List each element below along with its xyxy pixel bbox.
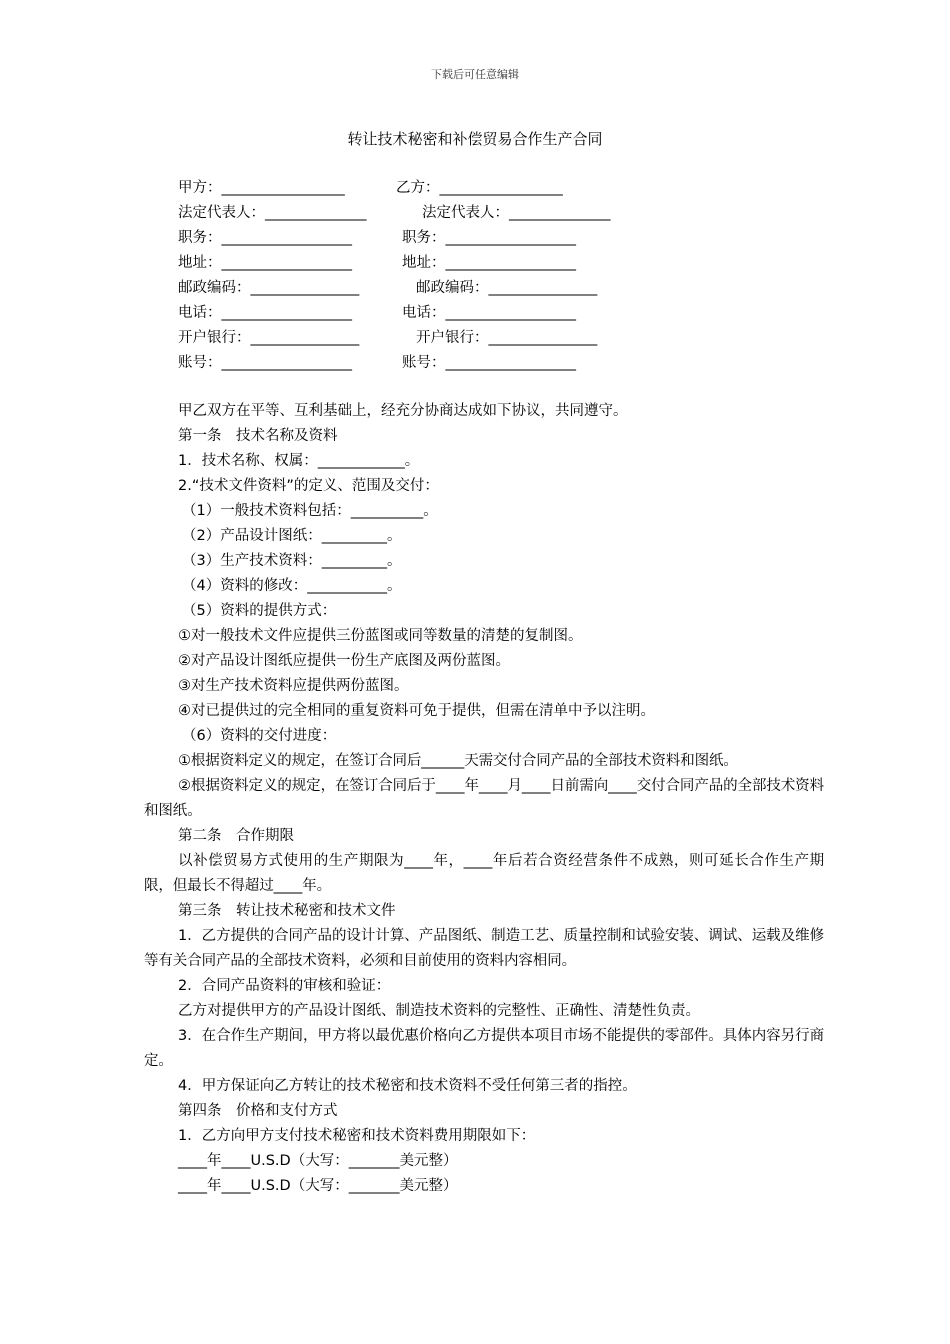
article-3-clause-4: 4．甲方保证向乙方转让的技术秘密和技术资料不受任何第三者的指控。 — [178, 1078, 637, 1094]
party-row-address — [178, 251, 778, 276]
party-a-postcode-field: 邮政编码：_______________ — [178, 280, 360, 296]
party-b-bank-field: 开户银行：_______________ — [416, 330, 598, 346]
article-4-heading: 第四条 价格和支付方式 — [178, 1103, 338, 1119]
party-row-phone — [178, 301, 778, 326]
article-2-heading: 第二条 合作期限 — [178, 828, 294, 844]
article-1-item-6: （6）资料的交付进度： — [182, 728, 337, 744]
page-header-note: 下载后可任意编辑 — [431, 68, 519, 81]
article-1-provision-2: ②对产品设计图纸应提供一份生产底图及两份蓝图。 — [178, 653, 510, 669]
article-1-clause-1: 1．技术名称、权属：____________。 — [178, 453, 420, 469]
document-title: 转让技术秘密和补偿贸易合作生产合同 — [347, 130, 603, 148]
party-a-address-field: 地址：__________________ — [178, 255, 352, 271]
article-1-provision-1: ①对一般技术文件应提供三份蓝图或同等数量的清楚的复制图。 — [178, 628, 583, 644]
article-3-clause-2: 2．合同产品资料的审核和验证： — [178, 978, 391, 994]
article-1-delivery-1: ①根据资料定义的规定，在签订合同后______天需交付合同产品的全部技术资料和图纸。 — [178, 753, 738, 769]
party-row-position — [178, 226, 778, 251]
article-1-provision-3: ③对生产技术资料应提供两份蓝图。 — [178, 678, 409, 694]
intro-paragraph: 甲乙双方在平等、互利基础上，经充分协商达成如下协议，共同遵守。 — [178, 403, 628, 419]
article-1-item-3: （3）生产技术资料：_________。 — [182, 553, 402, 569]
article-3-clause-3: 3．在合作生产期间，甲方将以最优惠价格向乙方提供本项目市场不能提供的零部件。具体内容另行商定。 — [144, 1028, 824, 1069]
party-b-postcode-field: 邮政编码：_______________ — [416, 280, 598, 296]
party-info-block — [178, 176, 778, 376]
party-row-account — [178, 351, 778, 376]
article-3-clause-1: 1．乙方提供的合同产品的设计计算、产品图纸、制造工艺、质量控制和试验安装、调试、运载及维修等有关合同产品的全部技术资料，必须和目前使用的资料内容相同。 — [144, 928, 824, 969]
party-a-phone-field: 电话：__________________ — [178, 305, 352, 321]
article-4-payment-1: ____年____U.S.D（大写：_______美元整） — [178, 1153, 458, 1169]
article-1-item-1: （1）一般技术资料包括：__________。 — [182, 503, 438, 519]
party-b-position-field: 职务：__________________ — [402, 230, 576, 246]
article-1-provision-4: ④对已提供过的完全相同的重复资料可免于提供，但需在清单中予以注明。 — [178, 703, 655, 719]
article-1-item-2: （2）产品设计图纸：_________。 — [182, 528, 402, 544]
article-1-heading: 第一条 技术名称及资料 — [178, 428, 338, 444]
article-3-clause-2-text: 乙方对提供甲方的产品设计图纸、制造技术资料的完整性、正确性、清楚性负责。 — [178, 1003, 700, 1019]
party-a-bank-field: 开户银行：_______________ — [178, 330, 360, 346]
party-row-legal-rep — [178, 201, 778, 226]
party-row-name — [178, 176, 778, 201]
contract-body — [144, 399, 824, 1199]
party-b-name-field: 乙方：_________________ — [396, 180, 563, 196]
party-row-bank — [178, 326, 778, 351]
article-4-clause-1: 1．乙方向甲方支付技术秘密和技术资料费用期限如下： — [178, 1128, 536, 1144]
article-1-item-4: （4）资料的修改：___________。 — [182, 578, 402, 594]
article-4-payment-2: ____年____U.S.D（大写：_______美元整） — [178, 1178, 458, 1194]
party-a-legal-rep-field: 法定代表人：______________ — [178, 205, 367, 221]
party-a-account-field: 账号：__________________ — [178, 355, 352, 371]
party-b-address-field: 地址：__________________ — [402, 255, 576, 271]
article-3-heading: 第三条 转让技术秘密和技术文件 — [178, 903, 396, 919]
party-a-position-field: 职务：__________________ — [178, 230, 352, 246]
party-b-account-field: 账号：__________________ — [402, 355, 576, 371]
article-1-clause-2: 2.“技术文件资料”的定义、范围及交付： — [178, 478, 439, 494]
article-2-text: 以补偿贸易方式使用的生产期限为____年，____年后若合资经营条件不成熟，则可延长合作生产期限，但最长不得超过____年。 — [144, 853, 824, 894]
party-b-phone-field: 电话：__________________ — [402, 305, 576, 321]
party-b-legal-rep-field: 法定代表人：______________ — [422, 205, 611, 221]
article-1-delivery-2: ②根据资料定义的规定，在签订合同后于____年____月____日前需向____交付合同产品的全部技术资料和图纸。 — [144, 778, 824, 819]
article-1-item-5: （5）资料的提供方式： — [182, 603, 337, 619]
party-a-name-field: 甲方：_________________ — [178, 180, 345, 196]
party-row-postcode — [178, 276, 778, 301]
